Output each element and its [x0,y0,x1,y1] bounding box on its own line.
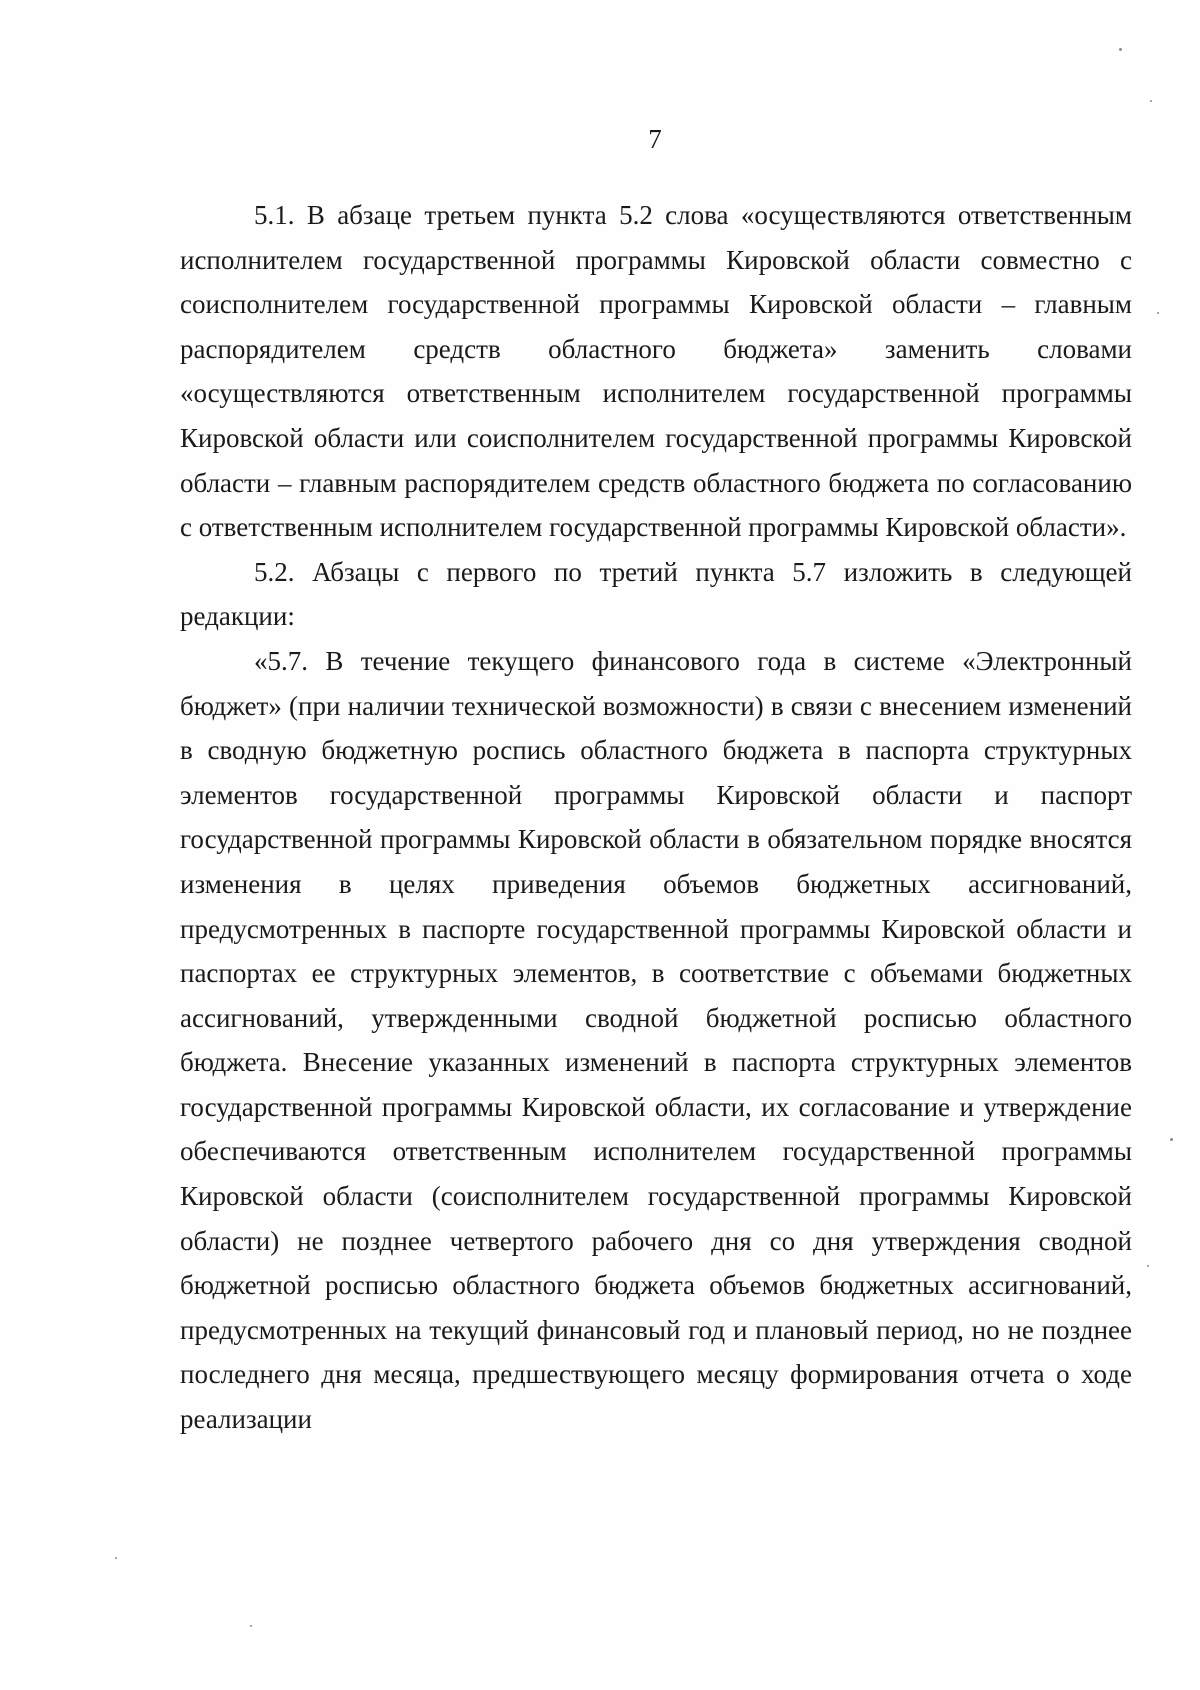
page-number: 7 [648,124,662,154]
scan-speck [1119,48,1122,51]
scan-speck [1147,1265,1149,1267]
scan-speck [250,1625,252,1627]
scan-speck [115,1557,117,1559]
document-body [180,193,1132,1442]
paragraph-5-7: «5.7. В течение текущего финансового года в системе «Электронный бюджет» (при наличии технической возможности) в связи с внесением изменений в сводную бюджетную роспись областного бюджета в паспорта структурных элементов государственной программы Кировской области и паспорт государственной программы Кировской области в обязательном порядке вносятся изменения в целях приведения объемов бюджетных ассигнований, предусмотренных в паспорте государственной программы Кировской области и паспортах ее структурных элементов, в соответствие с объемами бюджетных ассигнований, утвержденными сводной бюджетной росписью областного бюджета. Внесение указанных изменений в паспорта структурных элементов государственной программы Кировской области, их согласование и утверждение обеспечиваются ответственным исполнителем государственной программы Кировской области (соисполнителем государственной программы Кировской области) не позднее четвертого рабочего дня со дня утверждения сводной бюджетной росписью областного бюджета объемов бюджетных ассигнований, предусмотренных на текущий финансовый год и плановый период, но не позднее последнего дня месяца, предшествующего месяцу формирования отчета о ходе реализации [180,645,1132,1435]
paragraph-5-2: 5.2. Абзацы с первого по третий пункта 5.7 изложить в следующей редакции: [180,556,1132,632]
paragraph-5-1: 5.1. В абзаце третьем пункта 5.2 слова «осуществляются ответственным исполнителем государственной программы Кировской области совместно с соисполнителем государственной программы Кировской области – главным распорядителем средств областного бюджета» заменить словами «осуществляются ответственным исполнителем государственной программы Кировской области или соисполнителем государственной программы Кировской области – главным распорядителем средств областного бюджета по согласованию с ответственным исполнителем государственной программы Кировской области». [180,200,1132,543]
scan-speck [1170,1138,1173,1141]
scan-speck [1157,312,1159,314]
scan-speck [1150,100,1152,102]
